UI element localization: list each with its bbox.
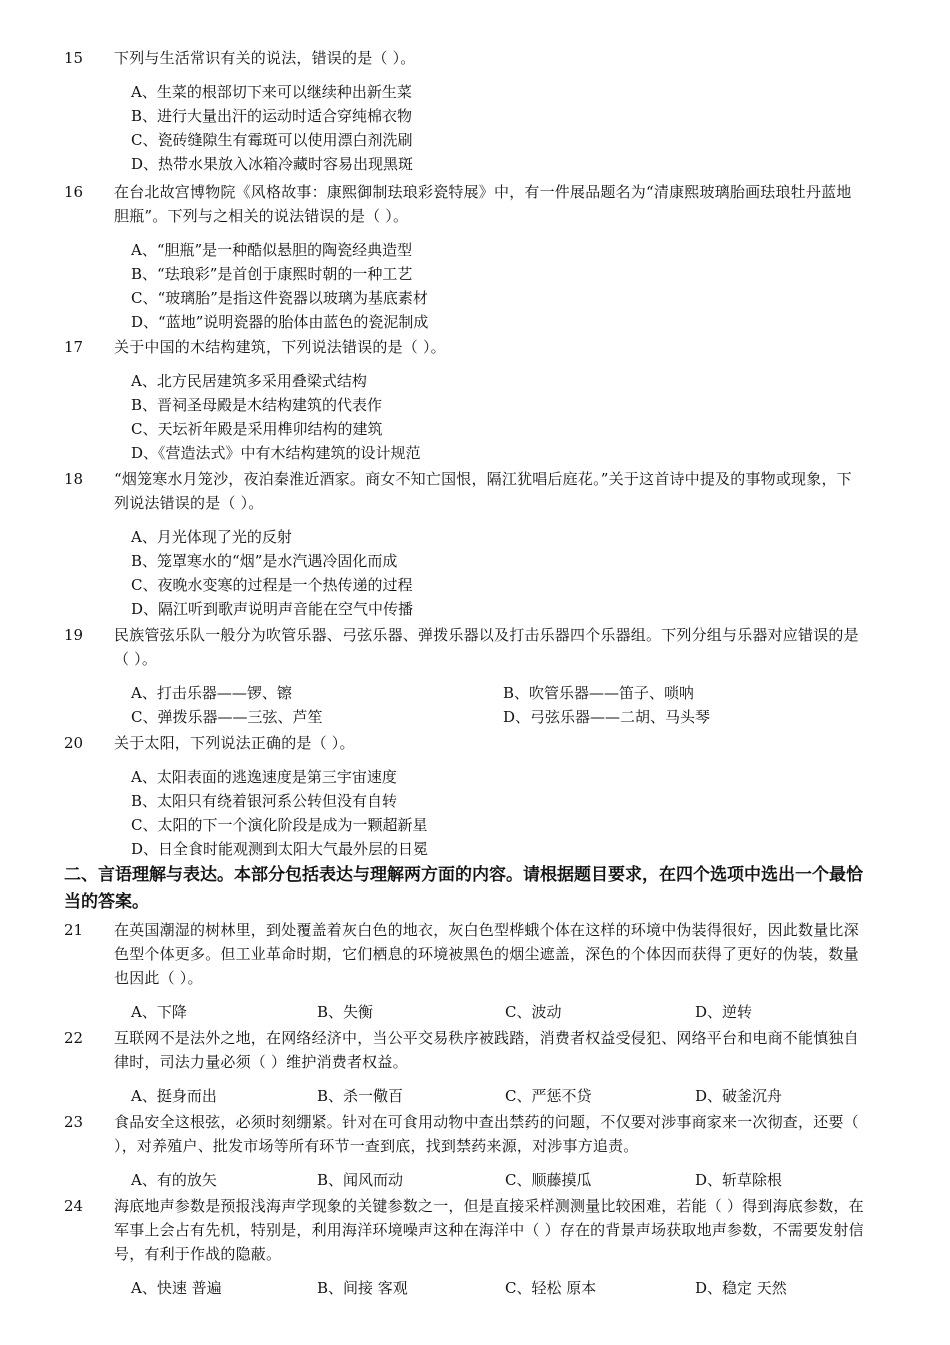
option-d: D、弓弦乐器——二胡、马头琴 bbox=[503, 708, 711, 726]
option-a: A、挺身而出 bbox=[131, 1087, 217, 1105]
option-a: A、有的放矢 bbox=[131, 1171, 217, 1189]
option-c: C、轻松 原本 bbox=[505, 1279, 597, 1297]
options-list bbox=[131, 681, 864, 729]
option-b: B、间接 客观 bbox=[317, 1279, 408, 1297]
question-number: 23 bbox=[64, 1113, 84, 1131]
question-22 bbox=[64, 1026, 864, 1108]
option-d: D、稳定 天然 bbox=[695, 1279, 787, 1297]
option-c: C、顺藤摸瓜 bbox=[505, 1171, 592, 1189]
question-text: 在英国潮湿的树林里，到处覆盖着灰白色的地衣，灰白色型桦蛾个体在这样的环境中伪装得很好，因此数量比深色型个体更多。但工业革命时期，它们栖息的环境被黑色的烟尘遮盖，深色的个体因而获得了更好的伪装，数量也因此（ ）。 bbox=[114, 921, 859, 987]
options-list bbox=[131, 1276, 864, 1300]
question-16 bbox=[64, 180, 864, 334]
option-b: B、晋祠圣母殿是木结构建筑的代表作 bbox=[131, 396, 383, 414]
question-number: 20 bbox=[64, 734, 84, 752]
option-c: C、严惩不贷 bbox=[505, 1087, 592, 1105]
option-d: D、《营造法式》中有木结构建筑的设计规范 bbox=[131, 444, 421, 462]
question-20 bbox=[64, 731, 864, 861]
options-list bbox=[131, 765, 864, 861]
question-number: 15 bbox=[64, 49, 84, 67]
question-text: 海底地声参数是预报浅海声学现象的关键参数之一，但是直接采样测测量比较困难，若能（ ）得到海底参数，在军事上会占有先机，特别是，利用海洋环境噪声这种在海洋中（ ）存在的背景声场获取地声参数，不需要发射信号，有利于作战的隐蔽。 bbox=[114, 1197, 864, 1263]
option-d: D、斩草除根 bbox=[695, 1171, 783, 1189]
option-a: A、打击乐器——锣、镲 bbox=[131, 684, 292, 702]
option-d: D、“蓝地”说明瓷器的胎体由蓝色的瓷泥制成 bbox=[131, 313, 429, 331]
option-b: B、杀一儆百 bbox=[317, 1087, 404, 1105]
option-a: A、“胆瓶”是一种酷似悬胆的陶瓷经典造型 bbox=[131, 241, 413, 259]
option-d: D、逆转 bbox=[695, 1003, 753, 1021]
options-list bbox=[131, 80, 864, 176]
options-list bbox=[131, 1168, 864, 1192]
question-text: 在台北故宫博物院《风格故事：康熙御制珐琅彩瓷特展》中，有一件展品题名为“清康熙玻璃胎画珐琅牡丹蓝地胆瓶”。下列与之相关的说法错误的是（ ）。 bbox=[114, 183, 852, 225]
question-18 bbox=[64, 467, 864, 621]
question-text: 食品安全这根弦，必须时刻绷紧。针对在可食用动物中查出禁药的问题，不仅要对涉事商家来一次彻查，还要（ ），对养殖户、批发市场等所有环节一查到底，找到禁药来源，对涉事方追责。 bbox=[114, 1113, 859, 1155]
option-b: B、笼罩寒水的“烟”是水汽遇冷固化而成 bbox=[131, 552, 398, 570]
question-text: 下列与生活常识有关的说法，错误的是（ ）。 bbox=[114, 49, 416, 67]
question-24 bbox=[64, 1194, 864, 1300]
question-text: “烟笼寒水月笼沙，夜泊秦淮近酒家。商女不知亡国恨，隔江犹唱后庭花。”关于这首诗中提及的事物或现象，下列说法错误的是（ ）。 bbox=[114, 470, 852, 512]
option-b: B、进行大量出汗的运动时适合穿纯棉衣物 bbox=[131, 107, 413, 125]
question-text: 关于中国的木结构建筑，下列说法错误的是（ ）。 bbox=[114, 338, 446, 356]
question-21 bbox=[64, 918, 864, 1024]
option-c: C、弹拨乐器——三弦、芦笙 bbox=[131, 708, 323, 726]
options-list bbox=[131, 1084, 864, 1108]
question-number: 17 bbox=[64, 338, 84, 356]
option-b: B、吹管乐器——笛子、唢呐 bbox=[503, 684, 695, 702]
question-number: 24 bbox=[64, 1197, 84, 1215]
question-23 bbox=[64, 1110, 864, 1192]
option-b: B、失衡 bbox=[317, 1003, 374, 1021]
option-d: D、日全食时能观测到太阳大气最外层的日冕 bbox=[131, 840, 429, 858]
option-c: C、夜晚水变寒的过程是一个热传递的过程 bbox=[131, 576, 413, 594]
section-heading: 二、言语理解与表达。本部分包括表达与理解两方面的内容。请根据题目要求，在四个选项中选出一个最恰当的答案。 bbox=[64, 865, 863, 912]
question-17 bbox=[64, 335, 864, 465]
question-number: 18 bbox=[64, 470, 84, 488]
option-a: A、太阳表面的逃逸速度是第三宇宙速度 bbox=[131, 768, 397, 786]
option-a: A、快速 普遍 bbox=[131, 1279, 222, 1297]
option-d: D、热带水果放入冰箱冷藏时容易出现黑斑 bbox=[131, 155, 414, 173]
option-d: D、破釜沉舟 bbox=[695, 1087, 783, 1105]
option-a: A、月光体现了光的反射 bbox=[131, 528, 292, 546]
option-a: A、下降 bbox=[131, 1003, 187, 1021]
question-number: 19 bbox=[64, 626, 84, 644]
question-number: 16 bbox=[64, 183, 84, 201]
question-15 bbox=[64, 46, 864, 176]
question-19 bbox=[64, 623, 864, 729]
option-a: A、生菜的根部切下来可以继续种出新生菜 bbox=[131, 83, 412, 101]
question-number: 22 bbox=[64, 1029, 84, 1047]
option-a: A、北方民居建筑多采用叠梁式结构 bbox=[131, 372, 367, 390]
option-b: B、闻风而动 bbox=[317, 1171, 404, 1189]
option-c: C、“玻璃胎”是指这件瓷器以玻璃为基底素材 bbox=[131, 289, 428, 307]
options-list bbox=[131, 369, 864, 465]
question-text: 互联网不是法外之地，在网络经济中，当公平交易秩序被践踏，消费者权益受侵犯、网络平台和电商不能慎独自律时，司法力量必须（ ）维护消费者权益。 bbox=[114, 1029, 859, 1071]
option-b: B、太阳只有绕着银河系公转但没有自转 bbox=[131, 792, 398, 810]
option-c: C、波动 bbox=[505, 1003, 562, 1021]
option-c: C、天坛祈年殿是采用榫卯结构的建筑 bbox=[131, 420, 383, 438]
options-list bbox=[131, 1000, 864, 1024]
question-text: 民族管弦乐队一般分为吹管乐器、弓弦乐器、弹拨乐器以及打击乐器四个乐器组。下列分组与乐器对应错误的是（ ）。 bbox=[114, 626, 859, 668]
option-b: B、“珐琅彩”是首创于康熙时朝的一种工艺 bbox=[131, 265, 413, 283]
options-list bbox=[131, 525, 864, 621]
question-text: 关于太阳，下列说法正确的是（ ）。 bbox=[114, 734, 355, 752]
option-d: D、隔江听到歌声说明声音能在空气中传播 bbox=[131, 600, 414, 618]
question-number: 21 bbox=[64, 921, 84, 939]
option-c: C、瓷砖缝隙生有霉斑可以使用漂白剂洗刷 bbox=[131, 131, 413, 149]
options-list bbox=[131, 238, 864, 334]
option-c: C、太阳的下一个演化阶段是成为一颗超新星 bbox=[131, 816, 428, 834]
